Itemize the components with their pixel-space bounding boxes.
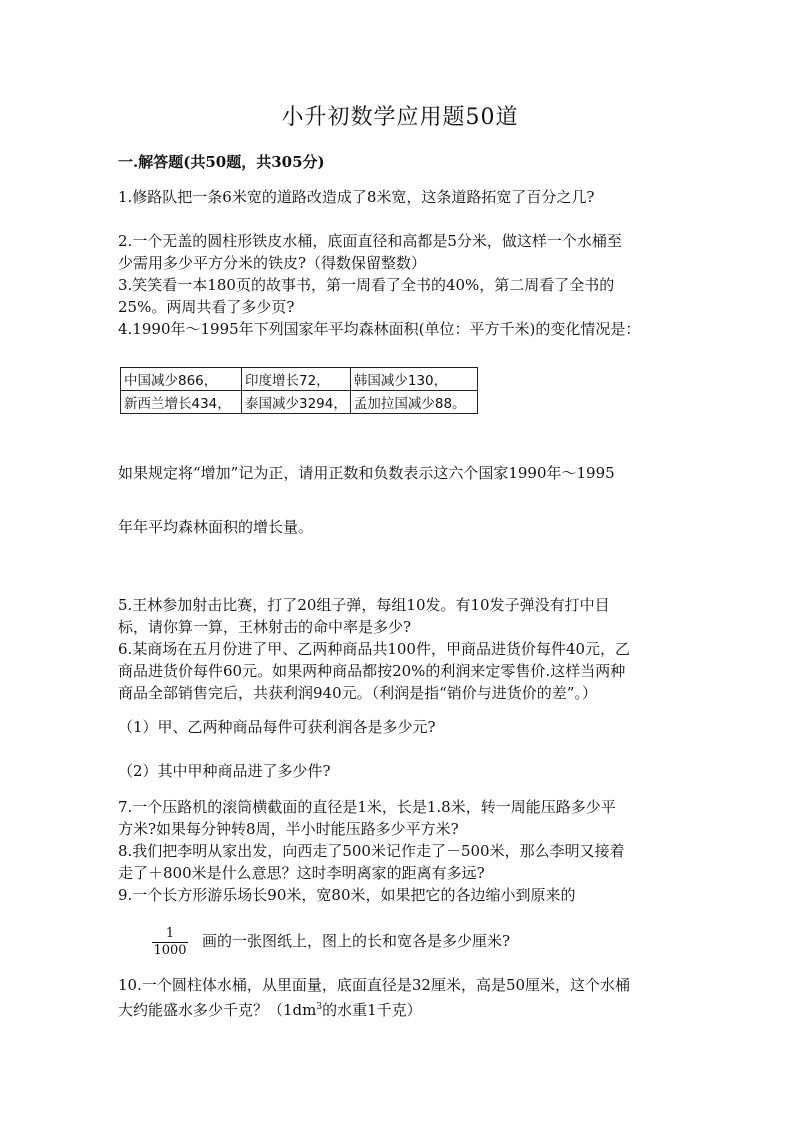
question-9-line-2: 画的一张图纸上，图上的长和宽各是多少厘米? <box>202 932 511 950</box>
table-cell: 新西兰增长434， <box>121 391 242 414</box>
question-6-line-3: 商品全部销售完后，共获利润940元。（利润是指“销价与进货价的差”。） <box>118 684 597 702</box>
table-cell: 泰国减少3294， <box>242 391 351 414</box>
question-10-text-before-unit: 大约能盛水多少千克？（1dm <box>118 1001 317 1019</box>
fraction-numerator: 1 <box>152 926 188 943</box>
question-6-subquestion-2: （2）其中甲种商品进了多少件? <box>118 762 331 780</box>
question-7-line-1: 7.一个压路机的滚筒横截面的直径是1米，长是1.8米，转一周能压路多少平 <box>118 798 616 816</box>
question-6-subquestion-1: （1）甲、乙两种商品每件可获利润各是多少元? <box>118 718 436 736</box>
question-8-line-1: 8.我们把李明从家出发，向西走了500米记作走了－500米，那么李明又接着 <box>118 842 625 860</box>
table-cell: 中国减少866， <box>121 368 242 391</box>
question-2-line-2: 少需用多少平方分米的铁皮?（得数保留整数） <box>118 254 427 272</box>
question-10-line-2 <box>118 996 422 1021</box>
page-title: 小升初数学应用题50道 <box>281 105 519 130</box>
question-1: 1.修路队把一条6米宽的道路改造成了8米宽，这条道路拓宽了百分之几? <box>118 188 595 206</box>
question-3-line-2: 25%。两周共看了多少页? <box>118 298 295 316</box>
table-cell: 孟加拉国减少88。 <box>350 391 477 414</box>
fraction-one-thousandth <box>152 926 188 959</box>
fraction-denominator: 1000 <box>153 943 187 958</box>
question-10-line-1: 10.一个圆柱体水桶，从里面量，底面直径是32厘米，高是50厘米，这个水桶 <box>118 976 631 994</box>
question-6-line-1: 6.某商场在五月份进了甲、乙两种商品共100件，甲商品进货价每件40元，乙 <box>118 640 631 658</box>
question-5-line-1: 5.王林参加射击比赛，打了20组子弹，每组10发。有10发子弹没有打中目 <box>118 596 610 614</box>
section-heading: 一.解答题(共50题，共305分) <box>118 153 325 171</box>
question-5-line-2: 标，请你算一算，王林射击的命中率是多少? <box>118 618 412 636</box>
question-2-line-1: 2.一个无盖的圆柱形铁皮水桶，底面直径和高都是5分米，做这样一个水桶至 <box>118 232 622 250</box>
question-9-line-1: 9.一个长方形游乐场长90米，宽80米，如果把它的各边缩小到原来的 <box>118 886 576 904</box>
table-row <box>121 368 478 391</box>
table-row <box>121 391 478 414</box>
table-cell: 韩国减少130， <box>350 368 477 391</box>
question-7-line-2: 方米?如果每分钟转8周，半小时能压路多少平方米? <box>118 820 459 838</box>
question-3-line-1: 3.笑笑看一本180页的故事书，第一周看了全书的40%，第二周看了全书的 <box>118 276 615 294</box>
question-8-line-2: 走了＋800米是什么意思？这时李明离家的距离有多远? <box>118 864 485 882</box>
question-4-followup-line-2: 年年平均森林面积的增长量。 <box>118 518 314 536</box>
table-cell: 印度增长72， <box>242 368 351 391</box>
cubic-superscript: 3 <box>316 1002 323 1012</box>
question-6-line-2: 商品进货价每件60元。如果两种商品都按20%的利润来定零售价.这样当两种 <box>118 662 626 680</box>
forest-change-table <box>120 367 478 414</box>
question-4: 4.1990年～1995年下列国家年平均森林面积(单位：平方千米)的变化情况是： <box>118 320 641 338</box>
question-4-followup-line-1: 如果规定将“增加”记为正，请用正数和负数表示这六个国家1990年～1995 <box>118 464 615 482</box>
question-10-text-after-unit: 的水重1千克） <box>322 1001 422 1019</box>
